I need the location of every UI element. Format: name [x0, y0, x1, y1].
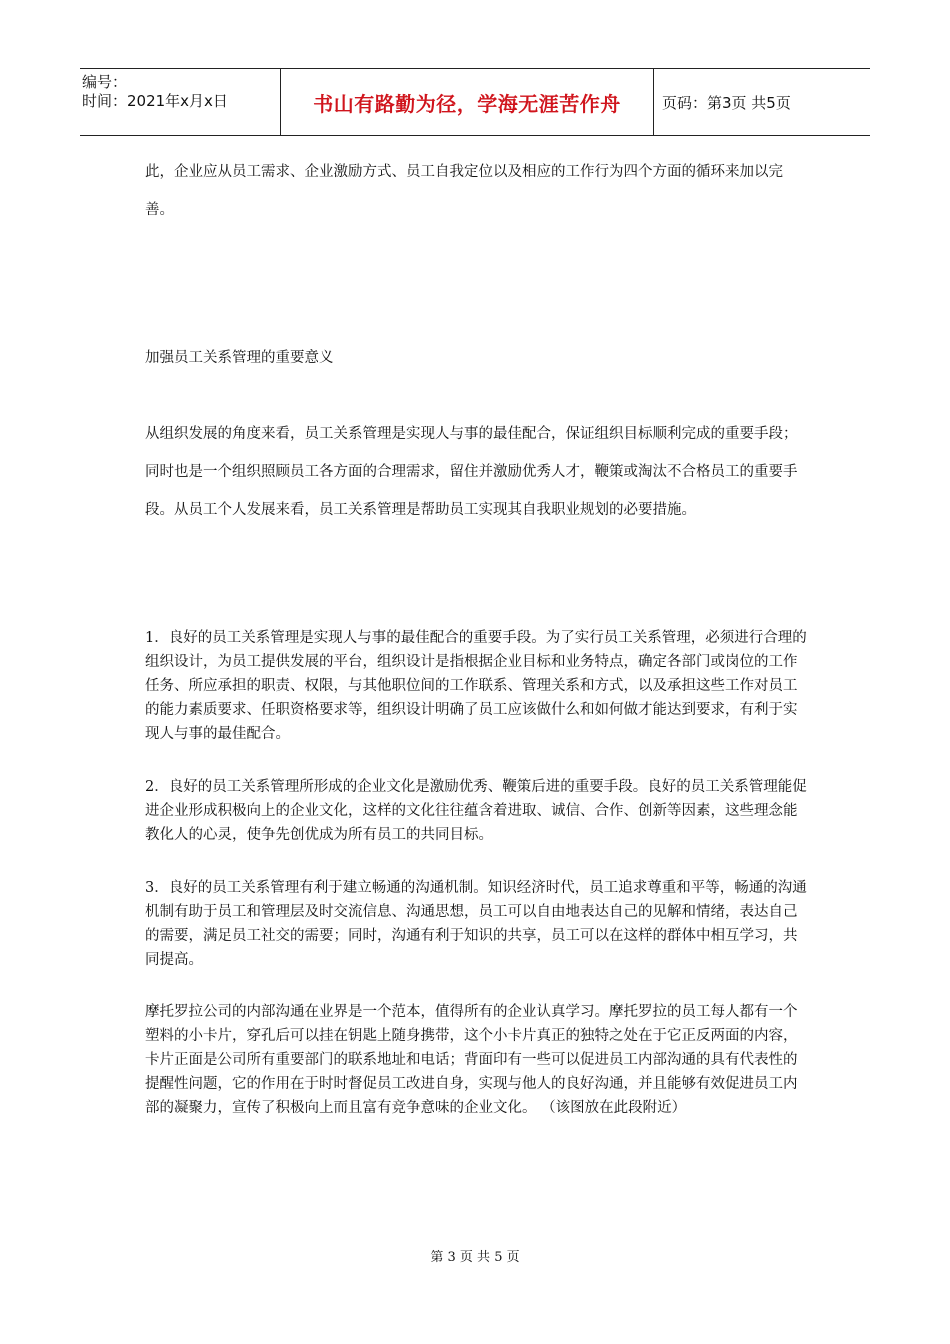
header-meta-cell — [80, 69, 281, 135]
header-motto: 书山有路勤为径，学海无涯苦作舟 — [281, 69, 654, 135]
section-heading: 加强员工关系管理的重要意义 — [145, 350, 334, 366]
point-3-paragraph: 3．良好的员工关系管理有利于建立畅通的沟通机制。知识经济时代，员工追求尊重和平等，畅通的沟通机制有助于员工和管理层及时交流信息、沟通思想，员工可以自由地表达自己的见解和情绪，表达自己的需要，满足员工社交的需要；同时，沟通有利于知识的共享，员工可以在这样的群体中相互学习，共同提高。 — [145, 880, 807, 968]
intro-continuation-paragraph: 此，企业应从员工需求、企业激励方式、员工自我定位以及相应的工作行为四个方面的循环来加以完善。 — [145, 164, 783, 218]
header-page-info: 页码：第3页 共5页 — [662, 93, 791, 112]
motorola-case-paragraph: 摩托罗拉公司的内部沟通在业界是一个范本，值得所有的企业认真学习。摩托罗拉的员工每人都有一个塑料的小卡片，穿孔后可以挂在钥匙上随身携带，这个小卡片真正的独特之处在于它正反两面的内容，卡片正面是公司所有重要部门的联系地址和电话；背面印有一些可以促进员工内部沟通的具有代表性的提醒性问题，它的作用在于时时督促员工改进自身，实现与他人的良好沟通，并且能够有效促进员工内部的凝聚力，宣传了积极向上而且富有竞争意味的企业文化。 （该图放在此段附近） — [145, 1004, 798, 1116]
document-header — [80, 68, 870, 136]
page-footer: 第 3 页 共 5 页 — [430, 1250, 520, 1265]
point-1-paragraph: 1．良好的员工关系管理是实现人与事的最佳配合的重要手段。为了实行员工关系管理，必须进行合理的组织设计，为员工提供发展的平台，组织设计是指根据企业目标和业务特点，确定各部门或岗位的工作任务、所应承担的职责、权限，与其他职位间的工作联系、管理关系和方式，以及承担这些工作对员工的能力素质要求、任职资格要求等，组织设计明确了员工应该做什么和如何做才能达到要求，有利于实现人与事的最佳配合。 — [145, 630, 807, 742]
overview-paragraph: 从组织发展的角度来看，员工关系管理是实现人与事的最佳配合，保证组织目标顺利完成的重要手段；同时也是一个组织照顾员工各方面的合理需求，留住并激励优秀人才，鞭策或淘汰不合格员工的重要手段。从员工个人发展来看，员工关系管理是帮助员工实现其自我职业规划的必要措施。 — [145, 426, 798, 518]
serial-number-label: 编号： — [82, 73, 128, 91]
date-line: 时间：2021年x月x日 — [82, 92, 228, 110]
point-2-paragraph: 2．良好的员工关系管理所形成的企业文化是激励优秀、鞭策后进的重要手段。良好的员工关系管理能促进企业形成积极向上的企业文化，这样的文化往往蕴含着进取、诚信、合作、创新等因素，这些理念能教化人的心灵，使争先创优成为所有员工的共同目标。 — [145, 779, 807, 843]
